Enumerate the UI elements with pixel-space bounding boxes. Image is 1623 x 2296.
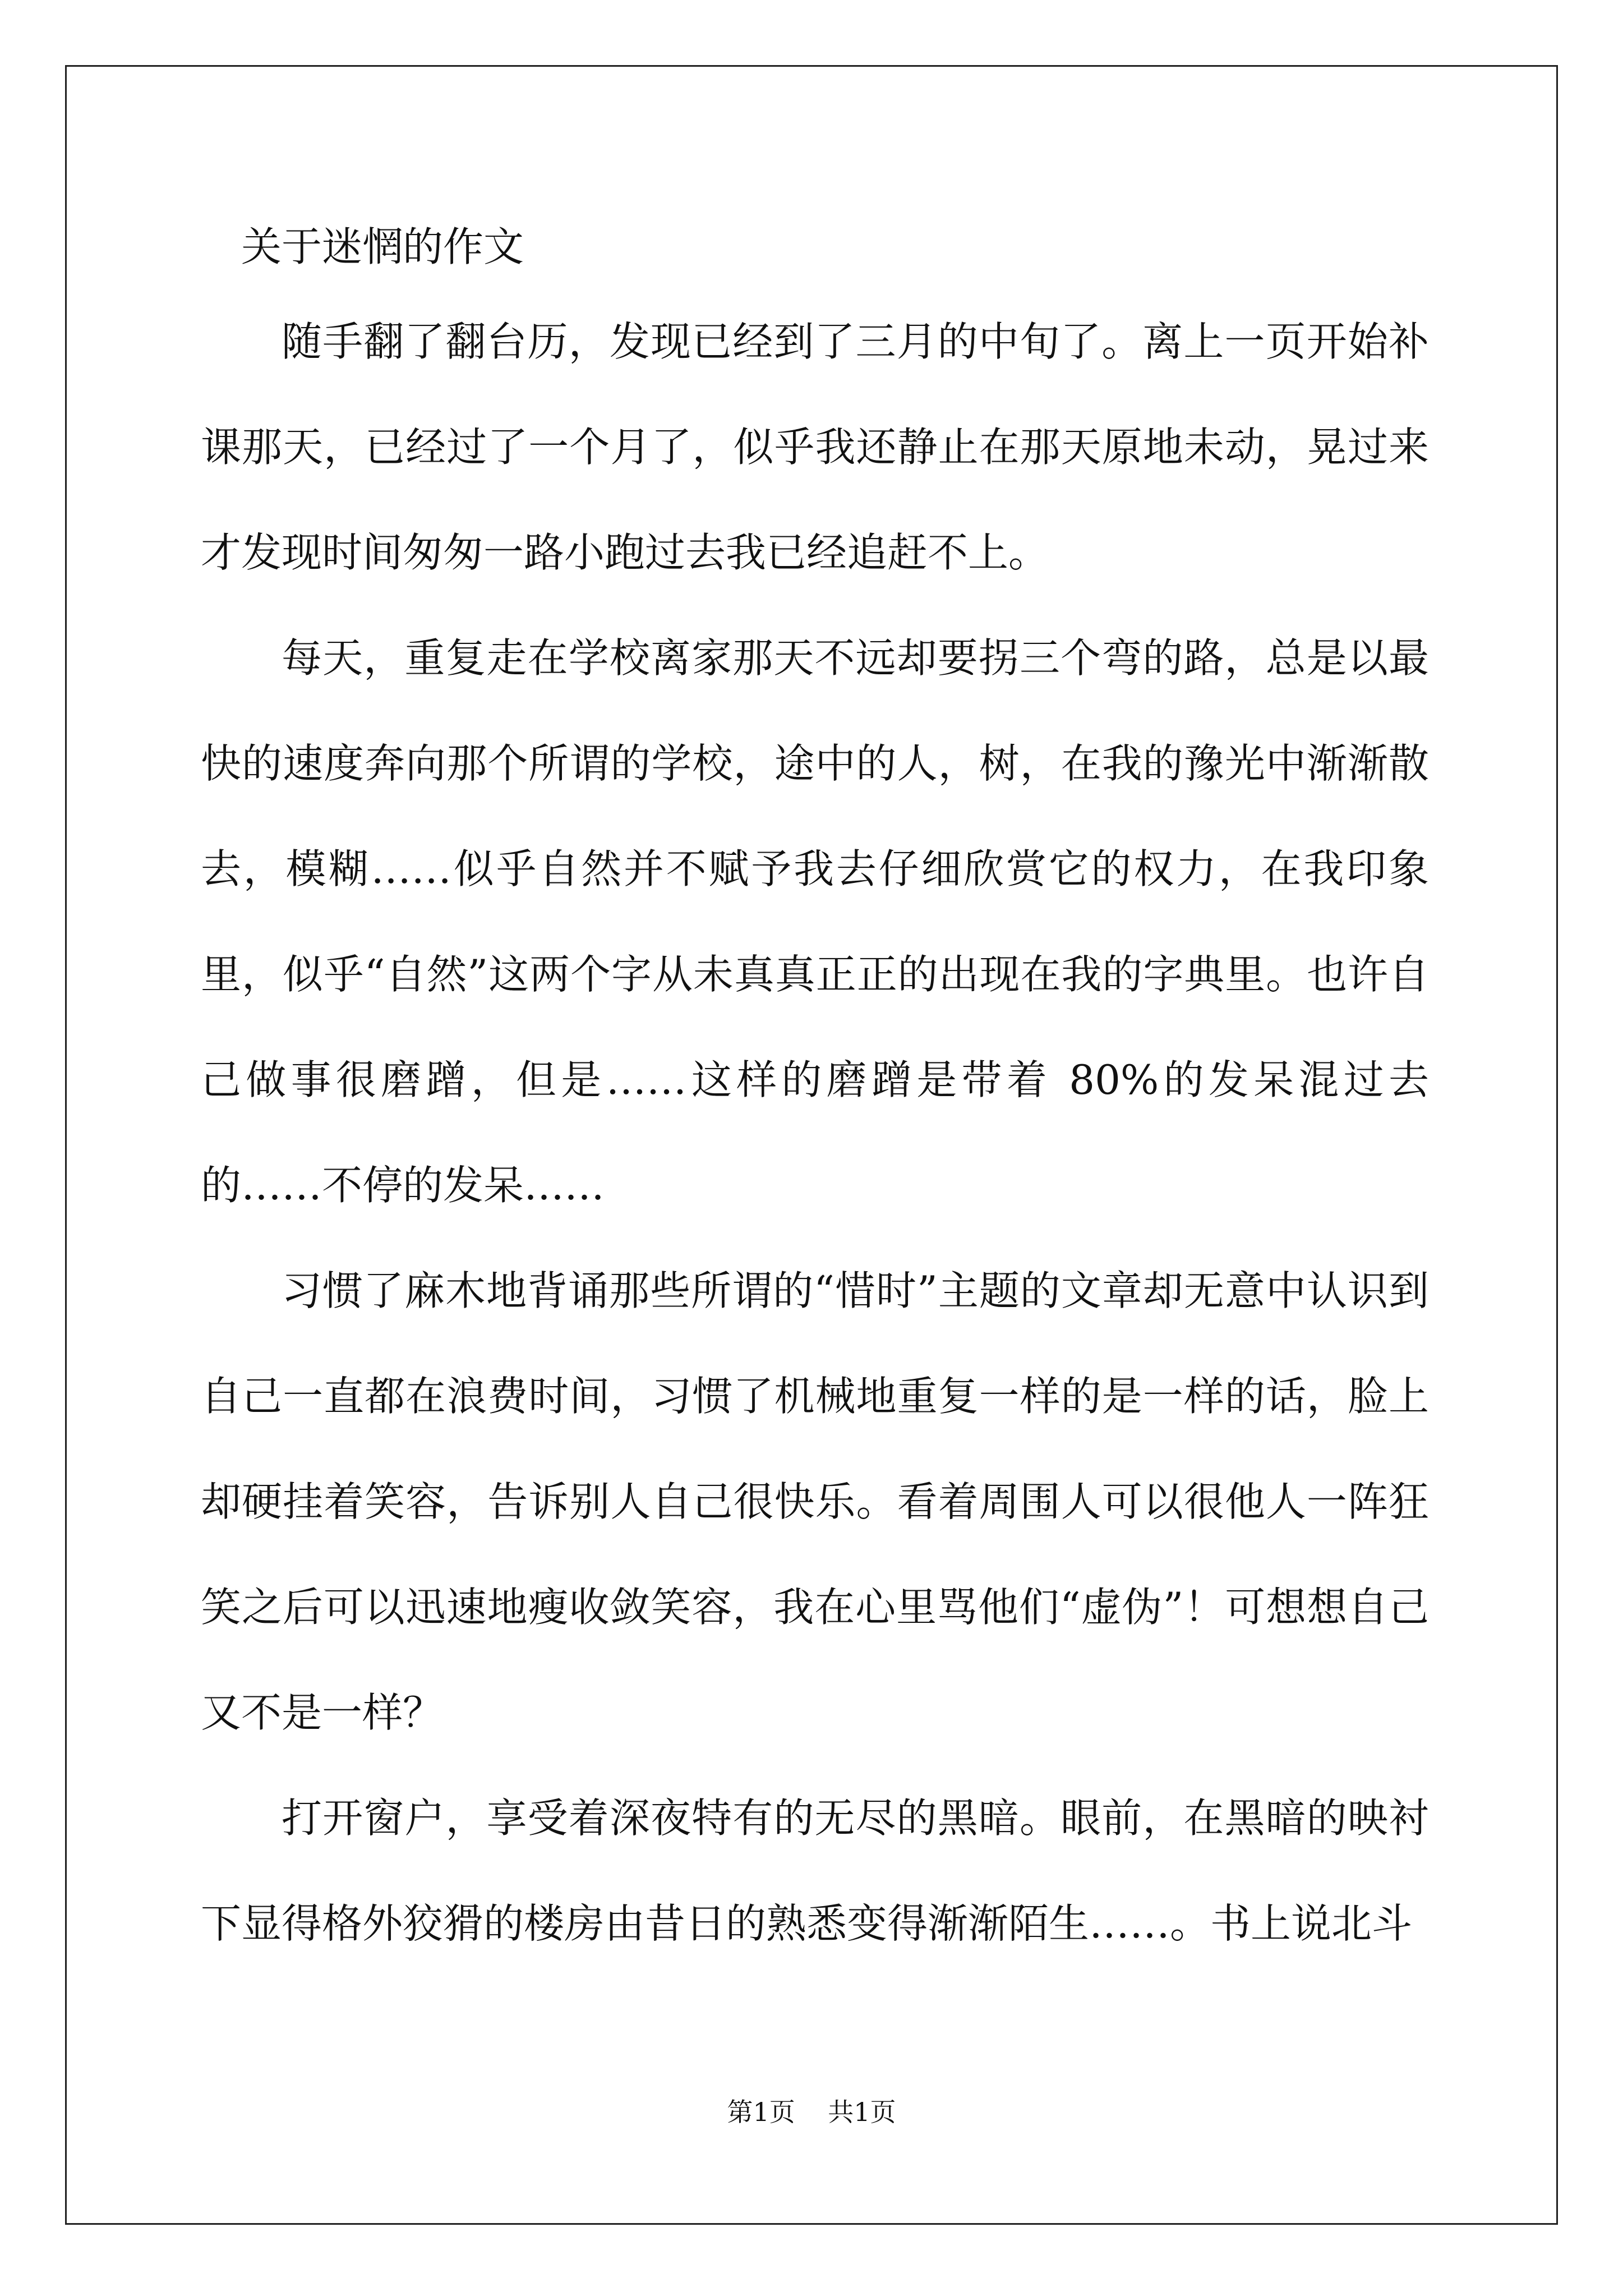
page-number: 第1页 xyxy=(727,2097,795,2127)
paragraph-4: 打开窗户，享受着深夜特有的无尽的黑暗。眼前，在黑暗的映衬下显得格外狡猾的楼房由昔日的熟悉变得渐渐陌生……。书上说北斗 xyxy=(201,1795,1429,1947)
document-title: 关于迷惘的作文 xyxy=(241,223,524,270)
paragraph-3: 习惯了麻木地背诵那些所谓的“惜时”主题的文章却无意中认识到自己一直都在浪费时间，习惯了机械地重复一样的是一样的话，脸上却硬挂着笑容，告诉别人自己很快乐。看着周围人可以很他人一阵狂笑之后可以迅速地瘦收敛笑容，我在心里骂他们“虚伪”！可想想自己又不是一样？ xyxy=(201,1267,1429,1736)
document-body xyxy=(201,289,1429,1976)
paragraph-1: 随手翻了翻台历，发现已经到了三月的中旬了。离上一页开始补课那天，已经过了一个月了，似乎我还静止在那天原地未动，晃过来才发现时间匆匆一路小跑过去我已经追赶不上。 xyxy=(201,318,1429,576)
page-total: 共1页 xyxy=(828,2097,896,2127)
page-footer xyxy=(0,2095,1623,2129)
paragraph-2: 每天，重复走在学校离家那天不远却要拐三个弯的路，总是以最快的速度奔向那个所谓的学校，途中的人，树，在我的豫光中渐渐散去，模糊……似乎自然并不赋予我去仔细欣赏它的权力，在我印象里，似乎“自然”这两个字从未真真正正的出现在我的字典里。也许自己做事很磨蹭，但是……这样的磨蹭是带着 80%的发呆混过去的……不停的发呆…… xyxy=(201,634,1429,1209)
